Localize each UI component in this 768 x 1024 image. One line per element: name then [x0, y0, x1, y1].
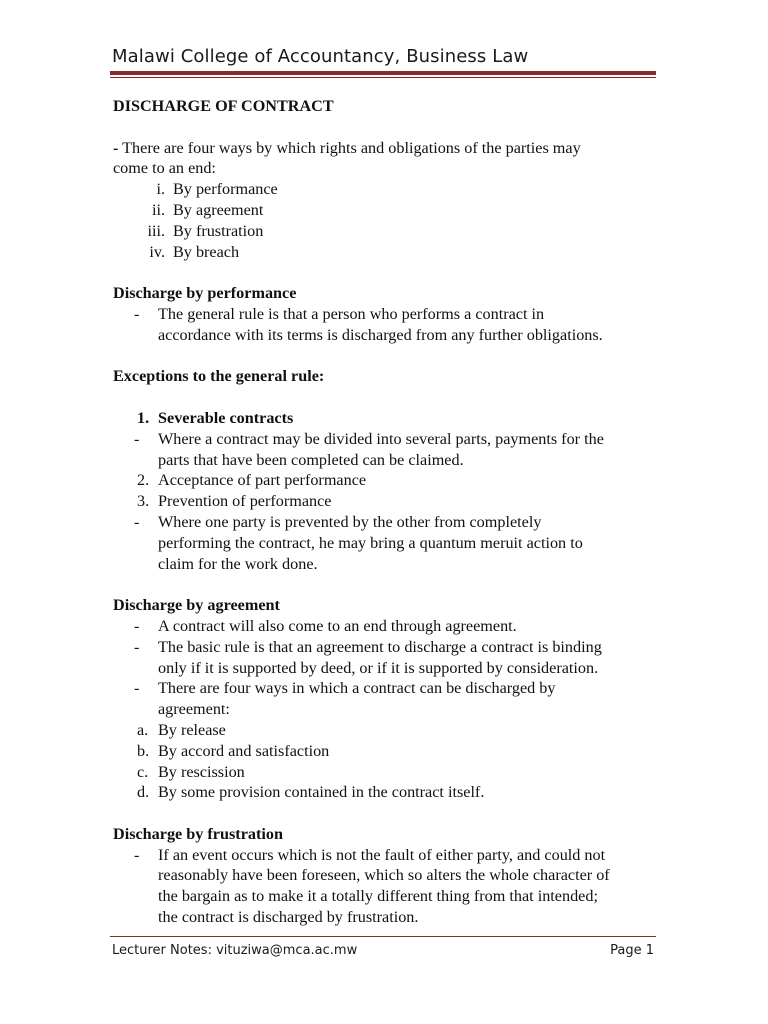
- dash-item: - A contract will also come to an end through agreement.: [134, 616, 517, 635]
- numbered-item: 2. Acceptance of part performance: [137, 471, 367, 490]
- list-item: i. By performance: [156, 180, 278, 199]
- lettered-item: b. By accord and satisfaction: [137, 741, 330, 760]
- footer-page-number: Page 1: [610, 943, 654, 958]
- intro-line-2: come to an end:: [113, 159, 216, 178]
- list-item: iii. By frustration: [147, 221, 264, 240]
- document-body: [113, 96, 658, 928]
- footer-rule: [110, 936, 656, 937]
- dash-item-continued: only if it is supported by deed, or if it is supported by consideration.: [158, 658, 599, 677]
- dash-item: - The general rule is that a person who performs a contract in: [134, 304, 545, 323]
- dash-item-continued: reasonably have been foreseen, which so alters the whole character of: [158, 866, 610, 885]
- lettered-item: c. By rescission: [137, 762, 245, 781]
- section-heading-agreement: Discharge by agreement: [113, 596, 280, 615]
- document-title: DISCHARGE OF CONTRACT: [113, 97, 334, 115]
- dash-item: - There are four ways in which a contract can be discharged by: [134, 679, 556, 698]
- intro-paragraph: [113, 138, 658, 159]
- lettered-item: d. By some provision contained in the contract itself.: [137, 783, 485, 802]
- numbered-item: 1. Severable contracts: [137, 408, 294, 427]
- header-rule-thin: [110, 77, 656, 78]
- dash-item-continued: parts that have been completed can be claimed.: [158, 450, 464, 469]
- lettered-item: a. By release: [137, 720, 226, 739]
- numbered-item: 3. Prevention of performance: [137, 492, 332, 511]
- dash-item-continued: agreement:: [158, 700, 230, 719]
- intro-line-1: There are four ways by which rights and obligations of the parties may: [122, 138, 581, 157]
- header-rule-thick: [110, 71, 656, 75]
- footer-lecturer-notes: Lecturer Notes: vituziwa@mca.ac.mw: [112, 943, 358, 958]
- dash-item: - If an event occurs which is not the fault of either party, and could not: [134, 845, 606, 864]
- running-header-title: Malawi College of Accountancy, Business Law: [112, 46, 529, 67]
- list-item: ii. By agreement: [151, 200, 264, 219]
- dash-item-continued: the bargain as to make it a totally different thing from that intended;: [158, 887, 598, 906]
- dash-item-continued: accordance with its terms is discharged from any further obligations.: [158, 325, 603, 344]
- dash-item-continued: the contract is discharged by frustration.: [158, 908, 419, 927]
- section-heading-performance: Discharge by performance: [113, 284, 297, 303]
- section-heading-frustration: Discharge by frustration: [113, 824, 283, 843]
- dash-item-continued: performing the contract, he may bring a quantum meruit action to: [158, 533, 583, 552]
- dash-item: - The basic rule is that an agreement to discharge a contract is binding: [134, 637, 602, 656]
- dash-item: - Where a contract may be divided into several parts, payments for the: [134, 429, 604, 448]
- intro-dash: -: [113, 138, 119, 157]
- dash-item: - Where one party is prevented by the other from completely: [134, 512, 542, 531]
- section-heading-exceptions: Exceptions to the general rule:: [113, 367, 325, 386]
- list-item: iv. By breach: [149, 242, 240, 261]
- dash-item-continued: claim for the work done.: [158, 554, 318, 573]
